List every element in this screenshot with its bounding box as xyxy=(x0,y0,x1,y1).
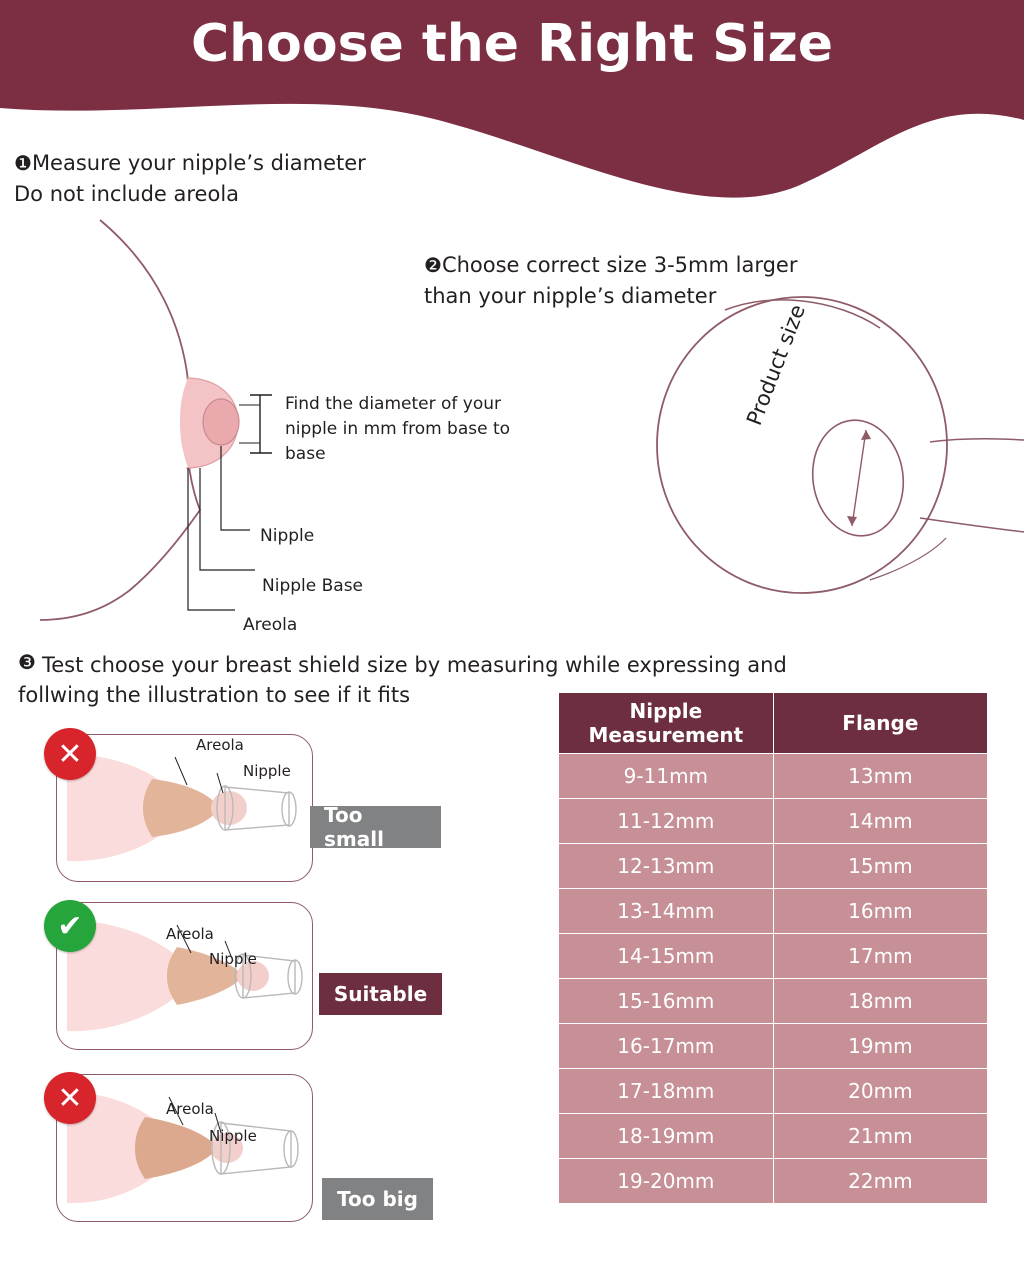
areola-label-too-small: Areola xyxy=(196,736,244,754)
nipple-base-label: Nipple Base xyxy=(262,576,364,596)
table-row xyxy=(559,844,988,889)
table-row xyxy=(559,979,988,1024)
table-header-flange: Flange xyxy=(773,693,987,754)
product-size-label: Product size xyxy=(742,301,810,429)
table-header-nipple-measurement xyxy=(559,693,774,754)
cell-flange: 22mm xyxy=(773,1159,987,1204)
step3-line2: follwing the illustration to see if it fits xyxy=(18,683,411,707)
table-row xyxy=(559,1114,988,1159)
areola-label: Areola xyxy=(243,615,298,635)
cell-nipple-measurement: 19-20mm xyxy=(559,1159,774,1204)
cell-flange: 14mm xyxy=(773,799,987,844)
cell-nipple-measurement: 9-11mm xyxy=(559,754,774,799)
table-row xyxy=(559,1159,988,1204)
cell-flange: 13mm xyxy=(773,754,987,799)
flange-illustration xyxy=(630,280,1024,635)
table-row xyxy=(559,889,988,934)
header-nipple-line2: Measurement xyxy=(588,723,744,747)
table-header-row xyxy=(559,693,988,754)
cell-nipple-measurement: 13-14mm xyxy=(559,889,774,934)
step1-instructions xyxy=(14,148,366,210)
status-badge-too-small: ✕ xyxy=(44,728,96,780)
cell-nipple-measurement: 18-19mm xyxy=(559,1114,774,1159)
table-row xyxy=(559,754,988,799)
cell-flange: 20mm xyxy=(773,1069,987,1114)
cell-nipple-measurement: 11-12mm xyxy=(559,799,774,844)
step3-marker: ❸ xyxy=(18,650,36,674)
cell-flange: 17mm xyxy=(773,934,987,979)
table-row xyxy=(559,934,988,979)
step2-line2: than your nipple’s diameter xyxy=(424,284,717,308)
cell-flange: 21mm xyxy=(773,1114,987,1159)
nipple-label-suitable: Nipple xyxy=(209,950,257,968)
step2-marker: ❷ xyxy=(424,253,442,277)
step2-line1: Choose correct size 3-5mm larger xyxy=(441,253,798,277)
size-chart-table xyxy=(558,692,988,1204)
nipple-label: Nipple xyxy=(260,526,315,546)
fit-tag-too-big: Too big xyxy=(322,1178,433,1220)
table-row xyxy=(559,1069,988,1114)
status-badge-too-big: ✕ xyxy=(44,1072,96,1124)
fit-tag-too-small: Too small xyxy=(310,806,441,848)
areola-label-suitable: Areola xyxy=(166,925,214,943)
areola-label-too-big: Areola xyxy=(166,1100,214,1118)
table-row xyxy=(559,1024,988,1069)
cell-nipple-measurement: 12-13mm xyxy=(559,844,774,889)
cell-nipple-measurement: 14-15mm xyxy=(559,934,774,979)
cell-flange: 16mm xyxy=(773,889,987,934)
status-badge-suitable: ✔ xyxy=(44,900,96,952)
step1-marker: ❶ xyxy=(14,151,32,175)
fit-tag-suitable: Suitable xyxy=(319,973,442,1015)
cell-nipple-measurement: 17-18mm xyxy=(559,1069,774,1114)
cell-flange: 15mm xyxy=(773,844,987,889)
cell-nipple-measurement: 16-17mm xyxy=(559,1024,774,1069)
step1-line2: Do not include areola xyxy=(14,182,240,206)
cell-flange: 18mm xyxy=(773,979,987,1024)
cell-flange: 19mm xyxy=(773,1024,987,1069)
nipple-label-too-big: Nipple xyxy=(209,1127,257,1145)
cell-nipple-measurement: 15-16mm xyxy=(559,979,774,1024)
header-nipple-line1: Nipple xyxy=(629,699,703,723)
step1-line1: Measure your nipple’s diameter xyxy=(31,151,366,175)
nipple-label-too-small: Nipple xyxy=(243,762,291,780)
page-title: Choose the Right Size xyxy=(190,14,834,74)
diameter-note-label: Find the diameter of your nipple in mm from base to base xyxy=(285,394,511,464)
step3-line1: Test choose your breast shield size by measuring while expressing and xyxy=(42,653,787,677)
table-row xyxy=(559,799,988,844)
